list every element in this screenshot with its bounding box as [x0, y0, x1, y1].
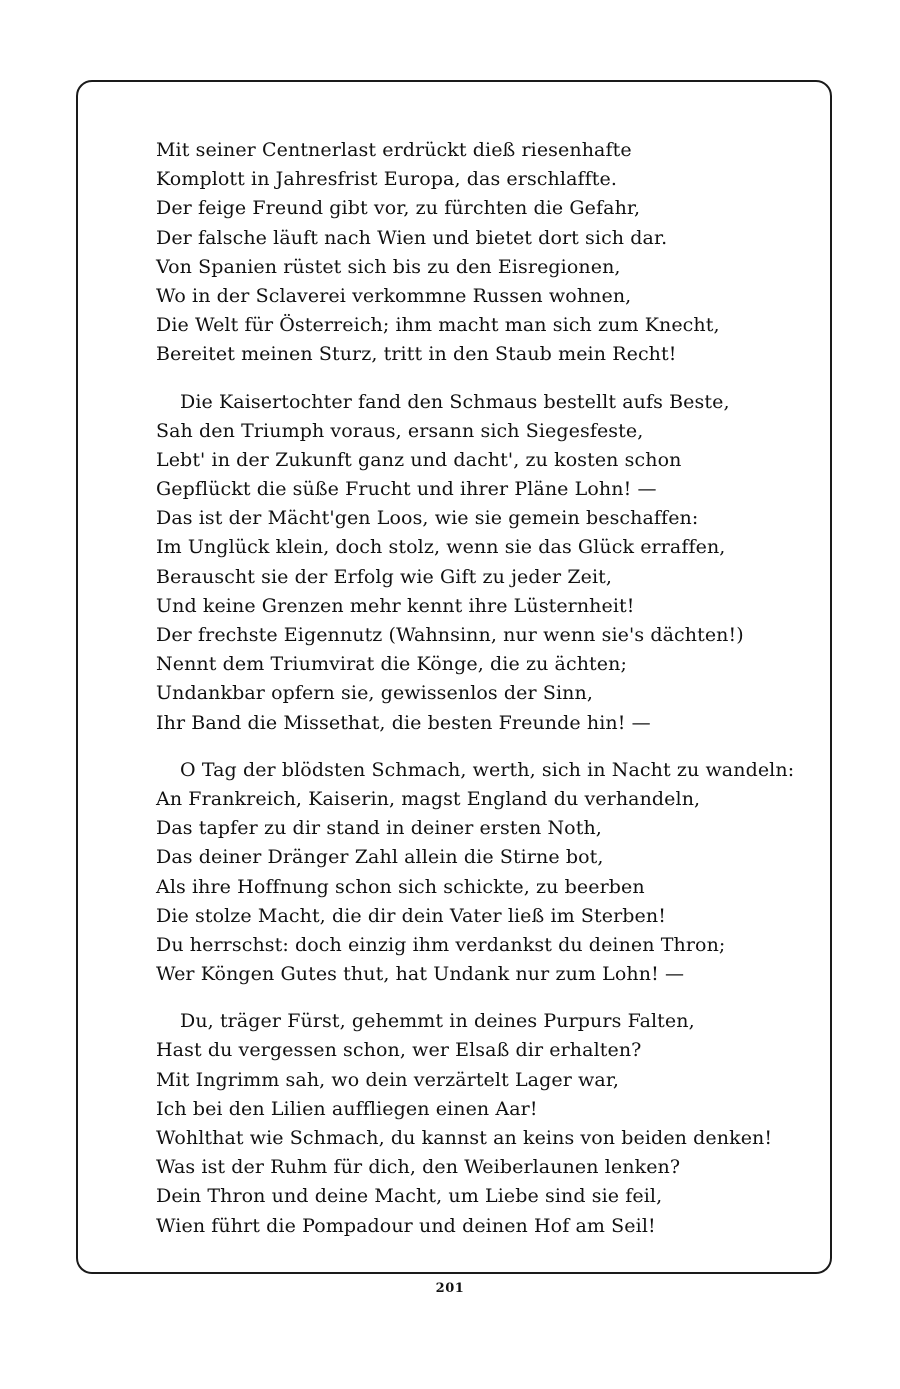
poem-line: Du herrschst: doch einzig ihm verdankst du deinen Thron;	[156, 933, 726, 956]
poem-line: Komplott in Jahresfrist Europa, das erschlaffte.	[156, 168, 617, 191]
poem-line: Sah den Triumph voraus, ersann sich Siegesfeste,	[156, 419, 644, 442]
poem-line: Das tapfer zu dir stand in deiner ersten Noth,	[156, 817, 602, 840]
stanza-4	[156, 1007, 796, 1241]
poem-line: Die Welt für Österreich; ihm macht man sich zum Knecht,	[156, 314, 720, 337]
poem-line: Mit Ingrimm sah, wo dein verzärtelt Lager war,	[156, 1068, 620, 1091]
poem-line: Dein Thron und deine Macht, um Liebe sind sie feil,	[156, 1185, 663, 1208]
poem-line: Das ist der Mächt'gen Loos, wie sie gemein beschaffen:	[156, 507, 699, 530]
poem-line: Ich bei den Lilien auffliegen einen Aar!	[156, 1097, 538, 1120]
poem-line: Wohlthat wie Schmach, du kannst an keins von beiden denken!	[156, 1127, 773, 1149]
poem-line: Wer Köngen Gutes thut, hat Undank nur zum Lohn! —	[156, 963, 685, 986]
poem-line: O Tag der blödsten Schmach, werth, sich in Nacht zu wandeln:	[180, 758, 795, 781]
poem-line: Hast du vergessen schon, wer Elsaß dir erhalten?	[156, 1039, 642, 1062]
poem-line: Berauscht sie der Erfolg wie Gift zu jeder Zeit,	[156, 565, 613, 588]
poem-line: Du, träger Fürst, gehemmt in deines Purpurs Falten,	[180, 1010, 695, 1033]
poem-line: An Frankreich, Kaiserin, magst England du verhandeln,	[156, 787, 701, 810]
poem-line: Was ist der Ruhm für dich, den Weiberlaunen lenken?	[156, 1156, 681, 1179]
page-number: 201	[435, 1281, 465, 1296]
poem-line: Der feige Freund gibt vor, zu fürchten die Gefahr,	[156, 197, 641, 220]
poem-text	[156, 136, 796, 1259]
poem-line: Der falsche läuft nach Wien und bietet dort sich dar.	[156, 226, 668, 249]
stanza-3	[156, 756, 796, 990]
poem-line: Die Kaisertochter fand den Schmaus bestellt aufs Beste,	[180, 390, 730, 413]
poem-line: Der frechste Eigennutz (Wahnsinn, nur wenn sie's dächten!)	[156, 624, 744, 646]
poem-line: Lebt' in der Zukunft ganz und dacht', zu kosten schon	[156, 448, 682, 471]
poem-line: Von Spanien rüstet sich bis zu den Eisregionen,	[156, 255, 621, 278]
poem-line: Bereitet meinen Sturz, tritt in den Staub mein Recht!	[156, 343, 677, 366]
poem-line: Die stolze Macht, die dir dein Vater ließ im Sterben!	[156, 904, 666, 927]
stanza-2	[156, 388, 796, 738]
poem-line: Ihr Band die Missethat, die besten Freunde hin! —	[156, 711, 651, 734]
stanza-1	[156, 136, 796, 370]
poem-line: Gepflückt die süße Frucht und ihrer Pläne Lohn! —	[156, 478, 657, 501]
poem-line: Das deiner Dränger Zahl allein die Stirne bot,	[156, 846, 604, 869]
poem-line: Nennt dem Triumvirat die Könge, die zu ächten;	[156, 653, 627, 676]
poem-line: Wien führt die Pompadour und deinen Hof am Seil!	[156, 1214, 656, 1237]
poem-line: Als ihre Hoffnung schon sich schickte, zu beerben	[156, 875, 645, 898]
poem-line: Und keine Grenzen mehr kennt ihre Lüsternheit!	[156, 594, 635, 617]
poem-line: Mit seiner Centnerlast erdrückt dieß riesenhafte	[156, 139, 632, 161]
poem-line: Im Unglück klein, doch stolz, wenn sie das Glück erraffen,	[156, 536, 726, 559]
poem-line: Wo in der Sclaverei verkommne Russen wohnen,	[156, 284, 632, 307]
poem-line: Undankbar opfern sie, gewissenlos der Sinn,	[156, 682, 593, 705]
